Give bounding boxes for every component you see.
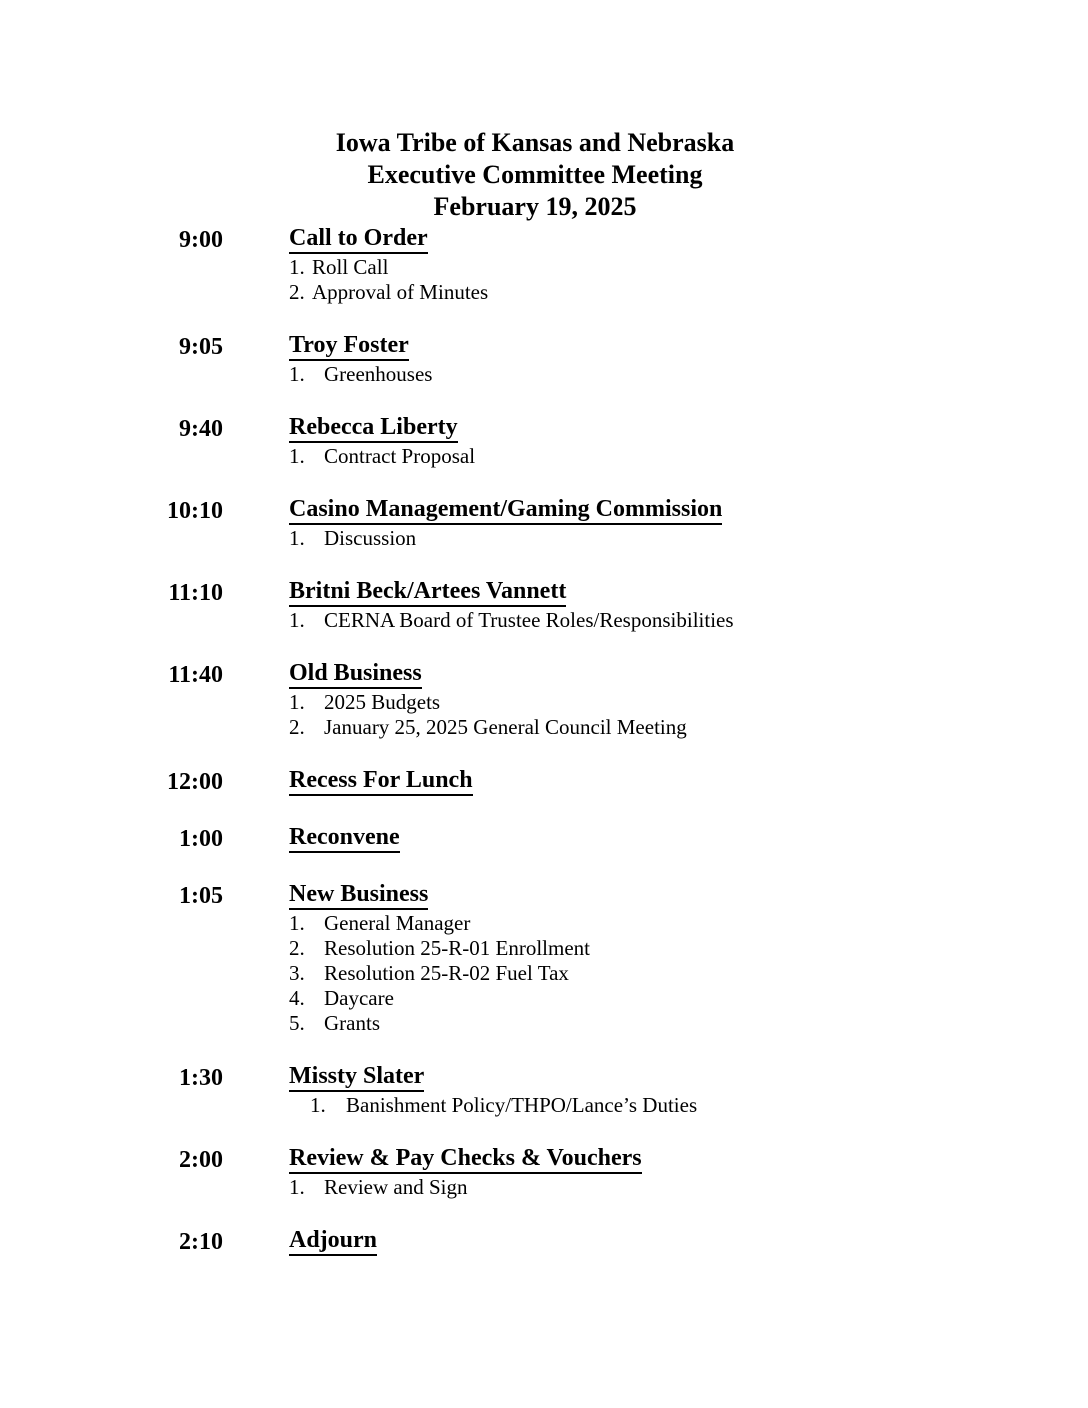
agenda-item — [0, 768, 1088, 797]
agenda-subitem — [289, 1093, 697, 1118]
agenda-item — [0, 1228, 1088, 1257]
agenda-heading: Old Business — [289, 661, 422, 689]
subitem-number: 1. — [289, 911, 305, 935]
agenda-heading: Call to Order — [289, 226, 428, 254]
subitem-text: Grants — [324, 1011, 380, 1035]
agenda-time: 10:10 — [167, 498, 223, 524]
subitem-number: 5. — [289, 1011, 305, 1035]
subitem-number: 1. — [289, 690, 305, 714]
agenda-time: 1:00 — [179, 826, 223, 852]
agenda-subitem — [289, 961, 590, 986]
subitem-number: 2. — [289, 936, 305, 960]
agenda-heading: Britni Beck/Artees Vannett — [289, 579, 566, 607]
subitem-text: Resolution 25-R-01 Enrollment — [324, 936, 590, 960]
subitem-number: 2. — [289, 280, 305, 304]
agenda-time: 1:30 — [179, 1065, 223, 1091]
agenda-time: 2:00 — [179, 1147, 223, 1173]
agenda-item — [0, 1146, 1088, 1200]
subitem-text: Contract Proposal — [324, 444, 476, 468]
agenda-item — [0, 579, 1088, 633]
title-line-date: February 19, 2025 — [433, 192, 637, 221]
agenda-item — [0, 825, 1088, 854]
agenda-subitem — [289, 936, 590, 961]
agenda-time: 1:05 — [179, 883, 223, 909]
agenda-subitem — [289, 911, 590, 936]
document-title — [0, 127, 1070, 223]
agenda-time: 9:40 — [179, 416, 223, 442]
subitem-text: Approval of Minutes — [312, 280, 489, 304]
agenda-time: 9:05 — [179, 334, 223, 360]
subitem-text: Daycare — [324, 986, 394, 1010]
agenda-time: 11:40 — [168, 662, 223, 688]
agenda-item — [0, 226, 1088, 305]
agenda-heading: Reconvene — [289, 825, 400, 853]
agenda-subitem — [289, 715, 687, 740]
agenda-time: 2:10 — [179, 1229, 223, 1255]
agenda-subitem — [289, 1011, 590, 1036]
agenda-subitem — [289, 986, 590, 1011]
agenda-item — [0, 882, 1088, 1036]
subitem-text: General Manager — [324, 911, 471, 935]
agenda-subitem — [289, 608, 734, 633]
agenda-item — [0, 333, 1088, 387]
subitem-number: 1. — [289, 526, 305, 550]
agenda-item — [0, 1064, 1088, 1118]
agenda-heading: Review & Pay Checks & Vouchers — [289, 1146, 642, 1174]
agenda-subitem — [289, 280, 488, 305]
agenda-time: 11:10 — [168, 580, 223, 606]
agenda-item — [0, 415, 1088, 469]
agenda-heading: Rebecca Liberty — [289, 415, 458, 443]
title-line-organization: Iowa Tribe of Kansas and Nebraska — [335, 128, 735, 157]
agenda-subitem — [289, 255, 488, 280]
subitem-text: Resolution 25-R-02 Fuel Tax — [324, 961, 569, 985]
subitem-number: 2. — [289, 715, 305, 739]
agenda-subitem — [289, 1175, 642, 1200]
agenda-heading: New Business — [289, 882, 428, 910]
subitem-number: 1. — [289, 1175, 305, 1199]
agenda-heading: Troy Foster — [289, 333, 409, 361]
agenda-heading: Missty Slater — [289, 1064, 424, 1092]
subitem-text: CERNA Board of Trustee Roles/Responsibilities — [324, 608, 734, 632]
subitem-text: January 25, 2025 General Council Meeting — [324, 715, 687, 739]
agenda-item — [0, 497, 1088, 551]
document-page — [0, 127, 1088, 1257]
subitem-number: 3. — [289, 961, 305, 985]
agenda-time: 12:00 — [167, 769, 223, 795]
subitem-number: 4. — [289, 986, 305, 1010]
title-line-meeting-name: Executive Committee Meeting — [367, 160, 703, 189]
subitem-text: Discussion — [324, 526, 417, 550]
subitem-number: 1. — [289, 255, 305, 279]
subitem-text: Greenhouses — [324, 362, 433, 386]
subitem-text: 2025 Budgets — [324, 690, 441, 714]
agenda-time: 9:00 — [179, 227, 223, 253]
agenda-list — [0, 226, 1088, 1257]
subitem-text: Banishment Policy/THPO/Lance’s Duties — [346, 1093, 698, 1117]
agenda-subitem — [289, 444, 475, 469]
subitem-number: 1. — [289, 608, 305, 632]
agenda-subitem — [289, 362, 432, 387]
subitem-number: 1. — [289, 362, 305, 386]
agenda-subitem — [289, 526, 722, 551]
agenda-heading: Adjourn — [289, 1228, 377, 1256]
agenda-heading: Recess For Lunch — [289, 768, 473, 796]
subitem-text: Roll Call — [312, 255, 389, 279]
agenda-heading: Casino Management/Gaming Commission — [289, 497, 722, 525]
agenda-item — [0, 661, 1088, 740]
subitem-text: Review and Sign — [324, 1175, 468, 1199]
subitem-number: 1. — [289, 444, 305, 468]
agenda-subitem — [289, 690, 687, 715]
subitem-number: 1. — [310, 1093, 326, 1117]
